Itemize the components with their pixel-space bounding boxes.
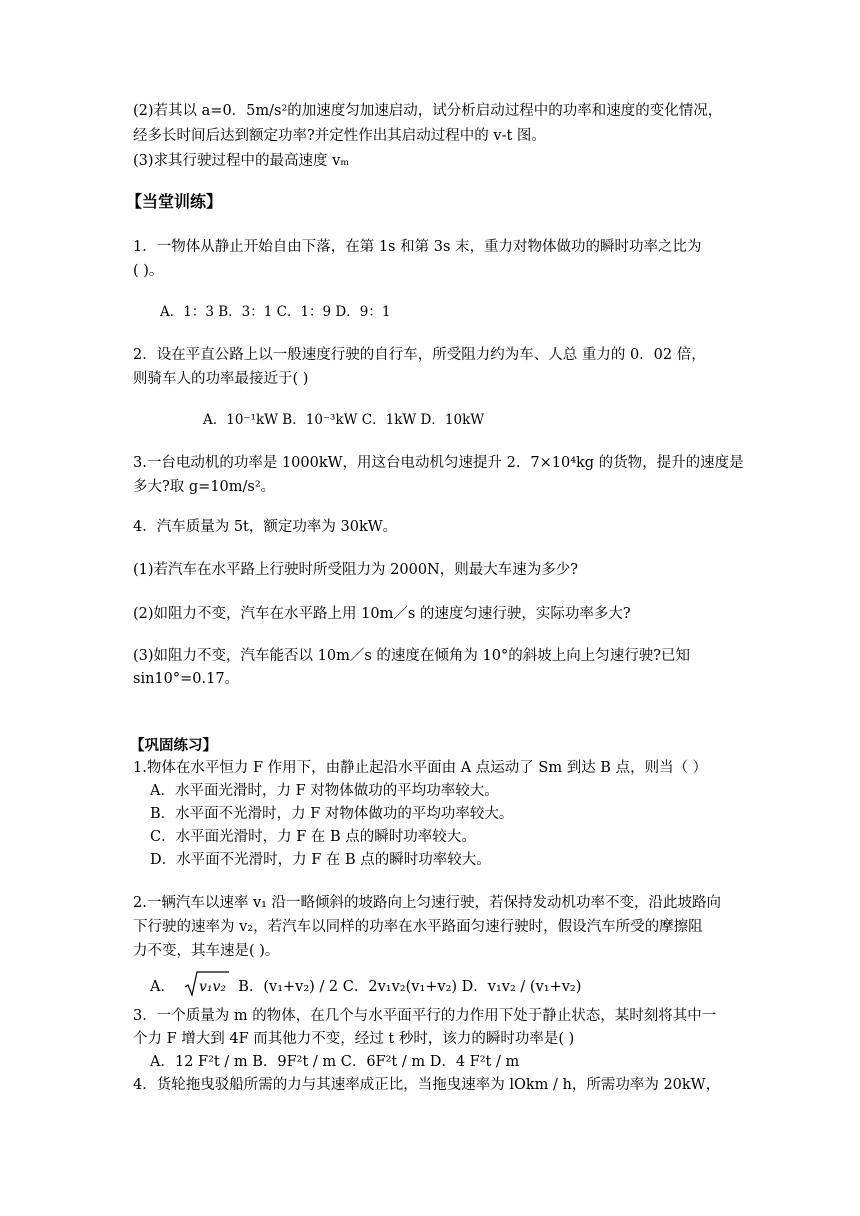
question-option: C．水平面光滑时，力 F 在 B 点的瞬时功率较大。 bbox=[150, 829, 476, 845]
radicand: v₁v₂ bbox=[198, 979, 226, 995]
square-root-expression bbox=[184, 970, 230, 1004]
question-options: A．1：3 B．3：1 C．1：9 D．9：1 bbox=[160, 304, 391, 320]
question-option: A．水平面光滑时，力 F 对物体做功的平均功率较大。 bbox=[150, 783, 499, 799]
question-text: 2.一辆汽车以速率 v₁ 沿一略倾斜的坡路向上匀速行驶，若保持发动机功率不变，沿此坡路向 bbox=[133, 895, 722, 911]
question-text: (3)如阻力不变，汽车能否以 10m／s 的速度在倾角为 10°的斜坡上向上匀速行驶?已知 bbox=[133, 648, 690, 664]
option-text: B．(v₁+v₂) / 2 C．2v₁v₂(v₁+v₂) D．v₁v₂ / (v₁+v₂) bbox=[238, 979, 582, 995]
text-line: 经多长时间后达到额定功率?并定性作出其启动过程中的 v-t 图。 bbox=[133, 128, 546, 144]
option-label: A． bbox=[150, 979, 175, 995]
radical-sign-icon bbox=[184, 970, 230, 998]
question-text: 4．货轮拖曳驳船所需的力与其速率成正比，当拖曳速率为 lOkm / h，所需功率为 20kW， bbox=[133, 1077, 721, 1093]
text-line: (3)求其行驶过程中的最高速度 vₘ bbox=[133, 153, 350, 169]
question-text: 个力 F 增大到 4F 而其他力不变，经过 t 秒时，该力的瞬时功率是( ) bbox=[133, 1031, 575, 1047]
question-option: B．水平面不光滑时，力 F 对物体做功的平均功率较大。 bbox=[150, 806, 514, 822]
question-text: 1.物体在水平恒力 F 作用下，由静止起沿水平面由 A 点运动了 Sm 到达 B 点，则当（ ） bbox=[133, 760, 708, 776]
question-text: 则骑车人的功率最接近于( ) bbox=[133, 371, 309, 387]
question-text: 2．设在平直公路上以一般速度行驶的自行车，所受阻力约为车、人总 重力的 0．02 倍， bbox=[133, 347, 706, 363]
question-text: 1．一物体从静止开始自由下落，在第 1s 和第 3s 末，重力对物体做功的瞬时功率之比为 bbox=[133, 239, 702, 255]
question-text: 4．汽车质量为 5t，额定功率为 30kW。 bbox=[133, 519, 398, 535]
section-heading: 【当堂训练】 bbox=[126, 192, 223, 211]
question-text: 3．一个质量为 m 的物体，在几个与水平面平行的力作用下处于静止状态，某时刻将其中一 bbox=[133, 1008, 717, 1024]
question-text: (2)如阻力不变，汽车在水平路上用 10m／s 的速度匀速行驶，实际功率多大? bbox=[133, 606, 631, 622]
question-text: (1)若汽车在水平路上行驶时所受阻力为 2000N，则最大车速为多少? bbox=[133, 562, 579, 578]
question-text: 力不变，其车速是( )。 bbox=[133, 943, 280, 959]
question-text: 下行驶的速率为 v₂，若汽车以同样的功率在水平路面匀速行驶时，假设汽车所受的摩擦阻 bbox=[133, 919, 703, 935]
question-text: ( )。 bbox=[133, 263, 164, 279]
question-option: D．水平面不光滑时，力 F 在 B 点的瞬时功率较大。 bbox=[150, 852, 491, 868]
question-options: A．12 F²t / m B．9F²t / m C．6F²t / m D．4 F²t / m bbox=[150, 1054, 520, 1070]
question-text: 多大?取 g=10m/s²。 bbox=[133, 479, 276, 495]
question-options: A．10⁻¹kW B．10⁻³kW C．1kW D．10kW bbox=[203, 412, 485, 428]
question-text: sin10°=0.17。 bbox=[133, 671, 240, 687]
text-line: (2)若其以 a=0．5m/s²的加速度匀加速启动，试分析启动过程中的功率和速度的变化情况， bbox=[133, 103, 723, 119]
question-text: 3.一台电动机的功率是 1000kW，用这台电动机匀速提升 2．7×10⁴kg 的货物，提升的速度是 bbox=[133, 455, 744, 471]
section-heading: 【巩固练习】 bbox=[130, 737, 217, 754]
question-options bbox=[150, 970, 581, 1004]
